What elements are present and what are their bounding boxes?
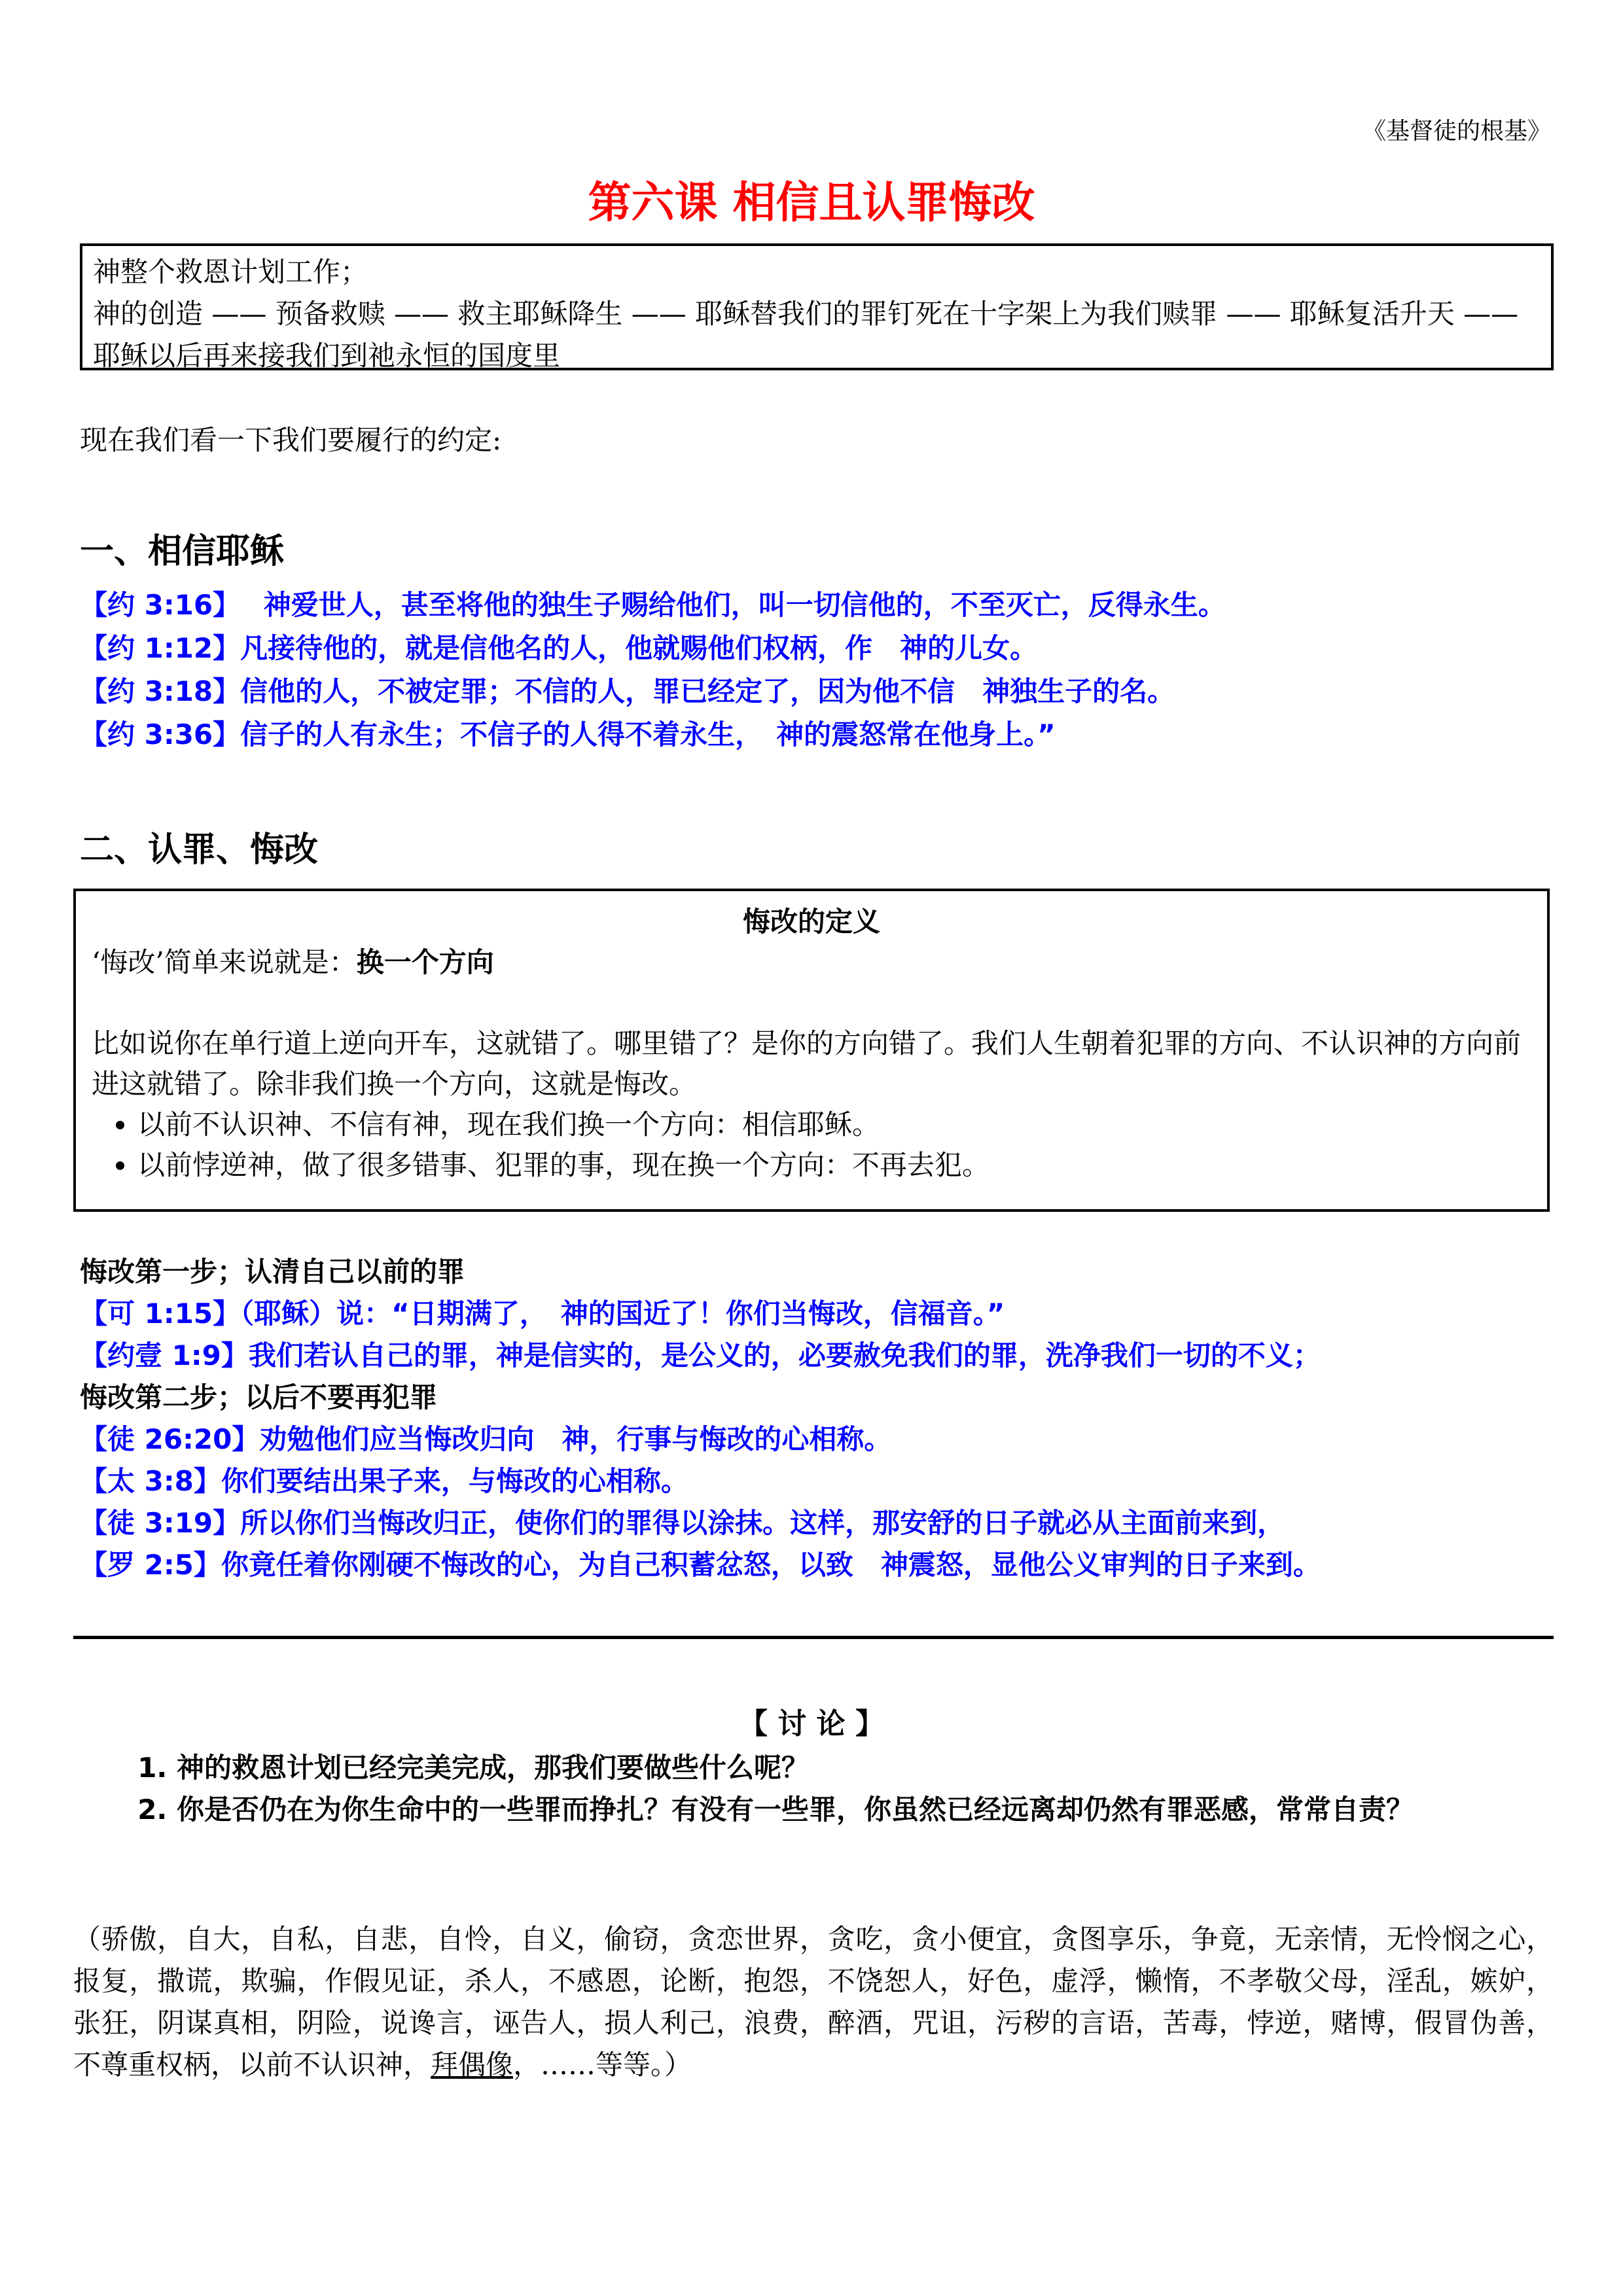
section1-verses [80, 584, 1226, 756]
verse-item [80, 670, 1226, 713]
verse-text: 我们若认自己的罪，神是信实的，是公义的，必要赦免我们的罪，洗净我们一切的不义； [248, 1339, 1321, 1371]
section1-heading: 一、相信耶稣 [80, 532, 285, 571]
verse-item [80, 1335, 1321, 1377]
verse-ref: 【约 3:36】 [80, 718, 241, 751]
verse-item [80, 1460, 1321, 1502]
verse-item [80, 1544, 1321, 1586]
verse-item [80, 1293, 1321, 1335]
step1-title: 悔改第一步；认清自己以前的罪 [80, 1256, 465, 1288]
verse-text: 信他的人，不被定罪；不信的人，罪已经定了，因为他不信 神独生子的名。 [240, 675, 1175, 707]
verse-ref: 【徒 3:19】 [80, 1507, 241, 1539]
lesson-title: 第六课 相信且认罪悔改 [588, 177, 1035, 228]
series-title: 《基督徒的根基》 [1362, 118, 1551, 145]
verse-ref: 【可 1:15】 [80, 1298, 241, 1330]
discussion-questions [124, 1747, 1590, 1831]
discussion-question: 2. 你是否仍在为你生命中的一些罪而挣扎？有没有一些罪，你虽然已经远离却仍然有罪恶感，常常自责？ [177, 1789, 1590, 1831]
verse-ref: 【徒 26:20】 [80, 1423, 260, 1455]
verse-ref: 【约 1:12】 [80, 632, 241, 664]
sin-list [73, 1918, 1554, 2086]
plan-sequence: 神的创造 —— 预备救赎 —— 救主耶稣降生 —— 耶稣替我们的罪钉死在十字架上为我们赎罪 —— 耶稣复活升天 —— 耶稣以后再来接我们到祂永恒的国度里 [93, 298, 1519, 372]
spacer [92, 983, 1531, 1023]
verse-ref: 【约 3:18】 [80, 675, 241, 707]
verse-item [80, 713, 1226, 756]
section2-heading: 二、认罪、悔改 [80, 830, 319, 870]
verse-text: 你们要结出果子来，与悔改的心相称。 [221, 1465, 688, 1497]
definition-simple-prefix: ‘悔改’简单来说就是： [92, 946, 357, 978]
sin-list-end: ，……等等。） [513, 2049, 692, 2081]
discussion-question: 1. 神的救恩计划已经完美完成，那我们要做些什么呢？ [177, 1747, 1590, 1789]
verse-text: 你竟任着你刚硬不悔改的心，为自己积蓄忿怒，以致 神震怒，显他公义审判的日子来到。 [221, 1549, 1321, 1581]
verse-ref: 【约壹 1:9】 [80, 1339, 249, 1371]
verse-text: 凡接待他的，就是信他名的人，他就赐他们权柄，作 神的儿女。 [240, 632, 1038, 664]
verse-ref: 【罗 2:5】 [80, 1549, 221, 1581]
repentance-definition-box [73, 889, 1550, 1212]
salvation-plan-box [80, 243, 1554, 370]
sin-list-text: （骄傲，自大，自私，自悲，自怜，自义，偷窃，贪恋世界，贪吃，贪小便宜，贪图享乐，争竟，无亲情，无怜悯之心，报复，撒谎，欺骗，作假见证，杀人，不感恩，论断，抱怨，不饶恕人，好色，虚浮，懒惰，不孝敬父母，淫乱，嫉妒，张狂，阴谋真相，阴险，说谗言，诬告人，损人利己，浪费，醉酒，咒诅，污秽的言语，苦毒，悖逆，赌博，假冒伪善，不尊重权柄，以前不认识神， [73, 1923, 1554, 2081]
verse-text: 劝勉他们应当悔改归向 神，行事与悔改的心相称。 [259, 1423, 892, 1455]
intro-text: 现在我们看一下我们要履行的约定: [80, 424, 502, 456]
step2-title: 悔改第二步；以后不要再犯罪 [80, 1381, 438, 1413]
definition-simple [92, 942, 1531, 983]
definition-paragraph: 比如说你在单行道上逆向开车，这就错了。哪里错了？是你的方向错了。我们人生朝着犯罪的方向、不认识神的方向前进这就错了。除非我们换一个方向，这就是悔改。 [92, 1027, 1522, 1100]
verse-ref: 【约 3:16】 [80, 589, 227, 621]
section-divider [73, 1636, 1554, 1639]
verse-text: 所以你们当悔改归正，使你们的罪得以涂抹。这样，那安舒的日子就必从主面前来到， [240, 1507, 1285, 1539]
definition-bullet: • 以前不认识神、不信有神，现在我们换一个方向：相信耶稣。 [137, 1104, 1531, 1145]
verse-ref: 【太 3:8】 [80, 1465, 221, 1497]
definition-bullet: • 以前悖逆神，做了很多错事、犯罪的事，现在换一个方向：不再去犯。 [137, 1145, 1531, 1186]
verse-item [80, 584, 1226, 627]
definition-bullets [92, 1104, 1531, 1186]
verse-item [80, 1419, 1321, 1460]
discussion-title: 【 讨 论 】 [739, 1707, 884, 1740]
verse-item [80, 1502, 1321, 1544]
plan-heading: 神整个救恩计划工作； [93, 256, 368, 288]
definition-simple-bold: 换一个方向 [356, 946, 494, 978]
verse-text: （耶稣）说：“日期满了， 神的国近了！你们当悔改，信福音。” [240, 1298, 1005, 1330]
sin-list-underlined: 拜偶像 [431, 2049, 514, 2081]
verse-item [80, 627, 1226, 670]
definition-title: 悔改的定义 [742, 906, 880, 938]
repentance-steps [80, 1251, 1321, 1586]
verse-text: 神爱世人，甚至将他的独生子赐给他们，叫一切信他的，不至灭亡，反得永生。 [226, 589, 1226, 621]
verse-text: 信子的人有永生；不信子的人得不着永生， 神的震怒常在他身上。” [240, 718, 1056, 751]
